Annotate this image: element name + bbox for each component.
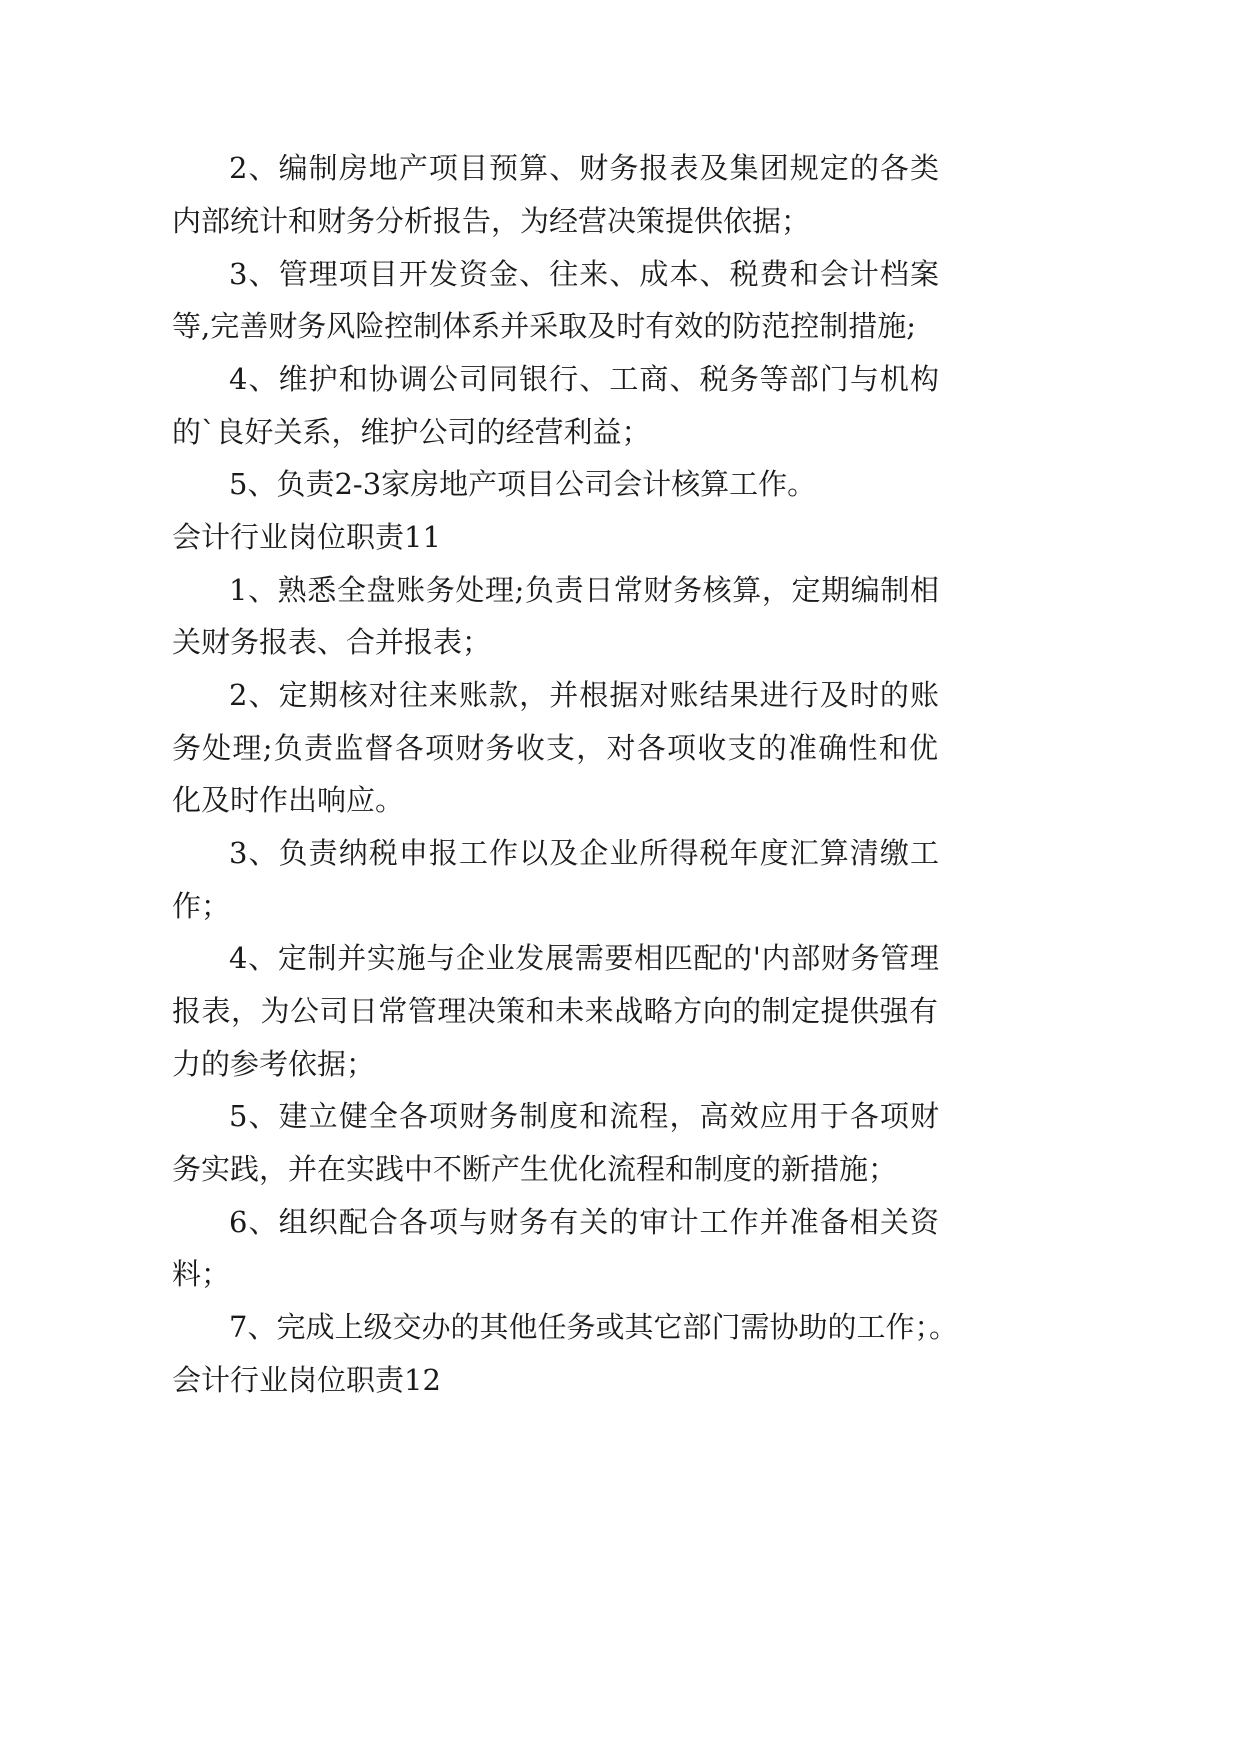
text-line: 5、建立健全各项财务制度和流程，高效应用于各项财 [229, 1099, 939, 1133]
text-line: 4、维护和协调公司同银行、工商、税务等部门与机构 [229, 362, 939, 396]
text-line: 务处理;负责监督各项财务收支，对各项收支的准确性和优 [172, 731, 938, 765]
text-line: 2、定期核对往来账款，并根据对账结果进行及时的账 [229, 678, 939, 712]
text-line: 1、熟悉全盘账务处理;负责日常财务核算，定期编制相 [229, 573, 939, 607]
text-line: 料； [172, 1257, 231, 1291]
text-line: 作； [172, 889, 231, 923]
text-line: 5、负责2-3家房地产项目公司会计核算工作。 [229, 467, 817, 501]
text-line: 务实践，并在实践中不断产生优化流程和制度的新措施； [172, 1152, 898, 1186]
text-line: 4、定制并实施与企业发展需要相匹配的'内部财务管理 [229, 941, 939, 975]
text-line: 的`良好关系，维护公司的经营利益； [172, 415, 651, 449]
text-line: 6、组织配合各项与财务有关的审计工作并准备相关资 [229, 1205, 939, 1239]
section-heading: 会计行业岗位职责11 [172, 520, 441, 554]
text-line: 关财务报表、合并报表； [172, 625, 492, 659]
text-line: 3、负责纳税申报工作以及企业所得税年度汇算清缴工 [229, 836, 939, 870]
text-line: 内部统计和财务分析报告，为经营决策提供依据； [172, 204, 811, 238]
text-line: 报表，为公司日常管理决策和未来战略方向的制定提供强有 [172, 994, 938, 1028]
text-line: 3、管理项目开发资金、往来、成本、税费和会计档案 [229, 257, 939, 291]
text-line: 2、编制房地产项目预算、财务报表及集团规定的各类 [229, 151, 939, 185]
text-line: 化及时作出响应。 [172, 783, 405, 817]
section-heading: 会计行业岗位职责12 [172, 1363, 441, 1397]
text-line: 7、完成上级交办的其他任务或其它部门需协助的工作；。 [229, 1310, 958, 1344]
text-line: 力的参考依据； [172, 1047, 376, 1081]
text-line: 等,完善财务风险控制体系并采取及时有效的防范控制措施; [172, 309, 916, 343]
